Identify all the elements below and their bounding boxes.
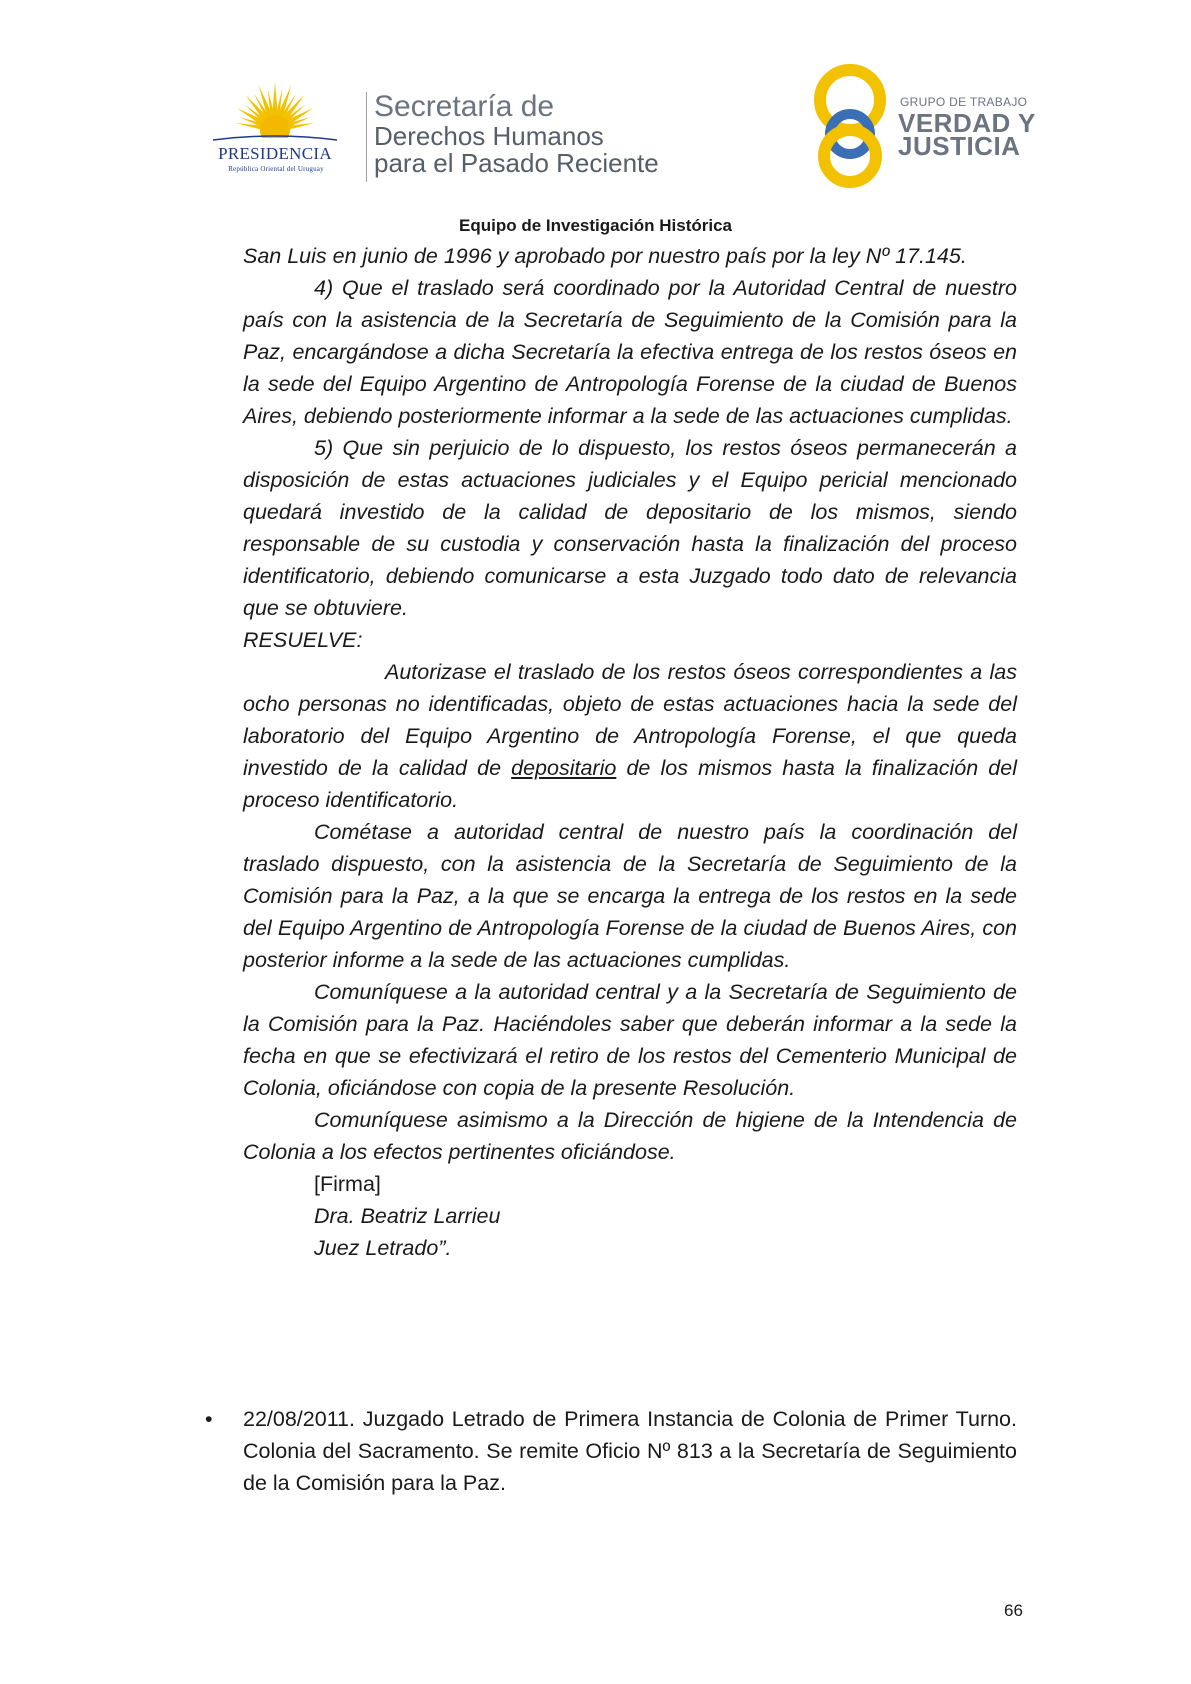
justicia-label: JUSTICIA — [898, 131, 1021, 161]
paragraph-4-part-a: Autorizase el traslado de los restos óseos correspondientes a las ocho personas no identificadas, objeto de estas actuaciones hacia la sede del laboratorio del Equipo Argentino de Antropología Forense, el que queda investido de la calidad de — [243, 660, 1017, 780]
document-body — [243, 240, 1017, 1264]
department-heading: Equipo de Investigación Histórica — [459, 216, 732, 235]
paragraph-7: Comuníquese asimismo a la Dirección de higiene de la Intendencia de Colonia a los efectos pertinentes oficiándose. — [243, 1108, 1017, 1164]
paragraph-1: San Luis en junio de 1996 y aprobado por nuestro país por la ley Nº 17.145. — [243, 244, 967, 268]
paragraph-3: 5) Que sin perjuicio de lo dispuesto, los restos óseos permanecerán a disposición de estas actuaciones judiciales y el Equipo pericial mencionado quedará investido de la calidad de depositario de los mismos, siendo responsable de su custodia y conservación hasta la finalización del proceso identificatorio, debiendo comunicarse a esta Juzgado todo dato de relevancia que se obtuviere. — [243, 436, 1017, 620]
paragraph-6: Comuníquese a la autoridad central y a la Secretaría de Seguimiento de la Comisión para la Paz. Haciéndoles saber que deberán informar a la sede la fecha en que se efectivizará el retiro de los restos del Cementerio Municipal de Colonia, oficiándose con copia de la presente Resolución. — [243, 980, 1017, 1100]
verdad-label: VERDAD Y — [898, 108, 1036, 138]
paragraph-2: 4) Que el traslado será coordinado por la Autoridad Central de nuestro país con la asistencia de la Secretaría de Seguimiento de la Comisión para la Paz, encargándose a dicha Secretaría la efectiva entrega de los restos óseos en la sede del Equipo Argentino de Antropología Forense de la ciudad de Buenos Aires, debiendo posteriormente informar a la sede de las actuaciones cumplidas. — [243, 276, 1017, 428]
page-header — [0, 0, 1191, 235]
paragraph-4 — [243, 656, 1017, 816]
signer-role: Juez Letrado”. — [314, 1236, 452, 1260]
presidencia-title: PRESIDENCIA — [218, 144, 332, 163]
presidencia-subtitle: República Oriental del Uruguay — [228, 165, 324, 173]
resuelve-heading: RESUELVE: — [243, 628, 363, 652]
secretaria-line-2: Derechos Humanos — [374, 121, 604, 151]
paragraph-5: Cométase a autoridad central de nuestro país la coordinación del traslado dispuesto, con la asistencia de la Secretaría de Seguimiento de la Comisión para la Paz, a la que se encarga la entrega de los restos en la sede del Equipo Argentino de Antropología Forense de la ciudad de Buenos Aires, con posterior informe a la sede de las actuaciones cumplidas. — [243, 820, 1017, 972]
paragraph-4-part-b: de los mismos hasta la finalización del proceso identificatorio. — [243, 756, 1017, 812]
secretaria-line-1: Secretaría de — [374, 90, 555, 123]
bullet-symbol: • — [205, 1407, 213, 1431]
page-number: 66 — [1004, 1601, 1023, 1620]
signature-placeholder: [Firma] — [314, 1172, 381, 1196]
list-item — [205, 1403, 1017, 1499]
depositario-underlined: depositario — [511, 756, 617, 780]
verdad-justicia-rings-logo-icon — [808, 60, 898, 190]
grupo-trabajo-label: GRUPO DE TRABAJO — [900, 95, 1028, 109]
signer-name: Dra. Beatriz Larrieu — [314, 1204, 501, 1228]
bullet-text: 22/08/2011. Juzgado Letrado de Primera Instancia de Colonia de Primer Turno. Colonia del Sacramento. Se remite Oficio Nº 813 a la Secretaría de Seguimiento de la Comisión para la Paz. — [243, 1407, 1017, 1495]
header-divider — [366, 92, 367, 182]
secretaria-line-3: para el Pasado Reciente — [374, 148, 659, 178]
